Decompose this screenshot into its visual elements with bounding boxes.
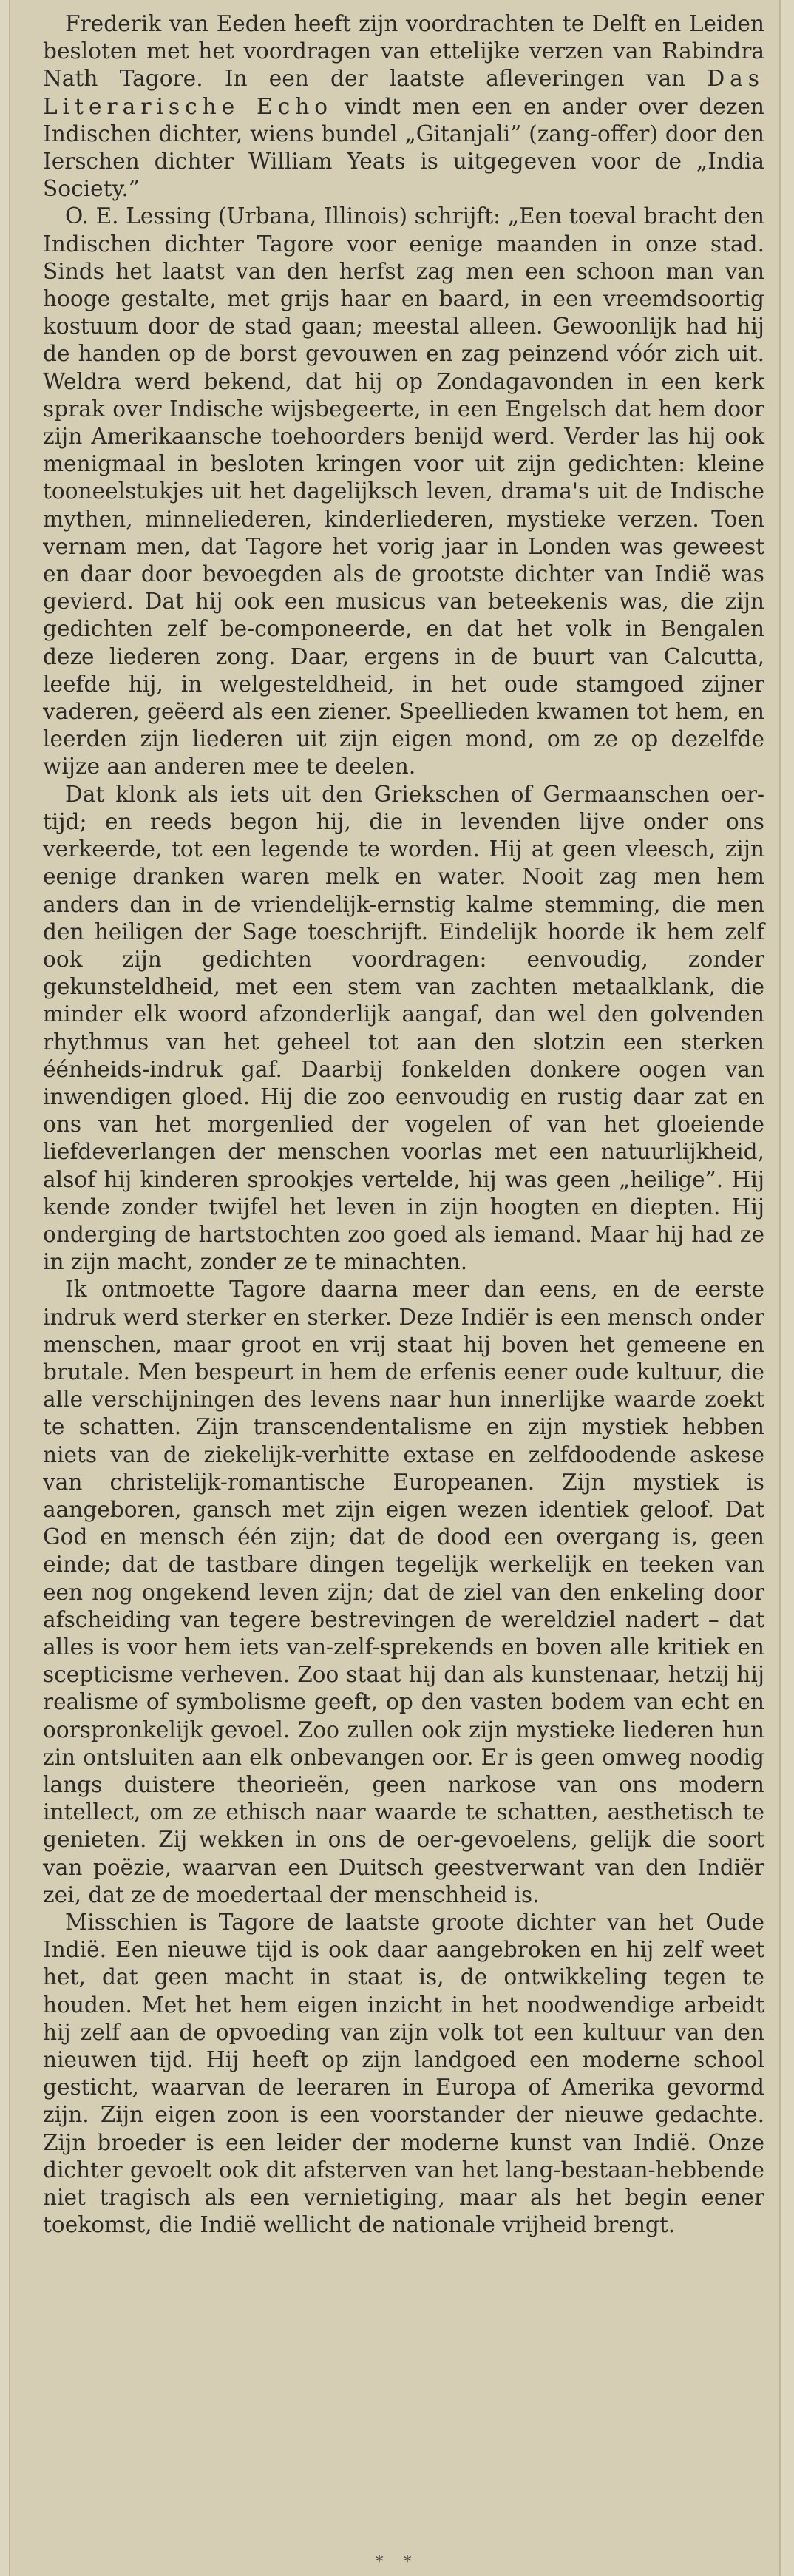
end-mark: * *	[375, 2553, 419, 2572]
paragraph-5: Misschien is Tagore de laatste groote dichter van het Oude Indië. Een nieuwe tijd is ook daar aangebroken en hij zelf weet het, dat geen macht in staat is, de ontwikkeling tegen te houden. Met het hem eigen inzicht in het noodwendige arbeidt hij zelf aan de opvoeding van zijn volk tot een kultuur van den nieuwen tijd. Hij heeft op zijn landgoed een moderne school gesticht, waarvan de leeraren in Europa of Amerika gevormd zijn. Zijn eigen zoon is een voorstander der nieuwe gedachte. Zijn broeder is een leider der moderne kunst van Indië. Onze dichter gevoelt ook dit afsterven van het lang-bestaan-hebbende niet tragisch als een vernietiging, maar als het begin eener toekomst, die Indië wellicht de nationale vrijheid brengt.	[43, 1910, 764, 2238]
paragraph-1	[43, 10, 764, 203]
paragraph-4: Ik ontmoette Tagore daarna meer dan eens, en de eerste indruk werd sterker en sterker. Deze Indiër is een mensch onder menschen, maar groot en vrij staat hij boven het gemeene en brutale. Men bespeurt in hem de erfenis eener oude kultuur, die alle verschijningen des levens naar hun innerlijke waarde zoekt te schatten. Zijn transcendentalisme en zijn mystiek hebben niets van de ziekelijk-verhitte extase en zelfdoodende askese van christelijk-romantische Europeanen. Zijn mystiek is aangeboren, gansch met zijn eigen wezen identiek geloof. Dat God en mensch één zijn; dat de dood een overgang is, geen einde; dat de tastbare dingen tegelijk werkelijk en teeken van een nog ongekend leven zijn; dat de ziel van den enkeling door afscheiding van tegere bestrevingen de wereldziel nadert – dat alles is voor hem iets van-zelf-sprekends en boven alle kritiek en scepticisme verheven. Zoo staat hij dan als kunstenaar, hetzij hij realisme of symbolisme geeft, op den vasten bodem van echt en oorspronkelijk gevoel. Zoo zullen ook zijn mystieke liederen hun zin ontsluiten aan elk onbevangen oor. Er is geen omweg noodig langs duistere theorieën, geen narkose van ons modern intellect, om ze ethisch naar waarde te schatten, aesthetisch te genieten. Zij wekken in ons de oer-gevoelens, gelijk die soort van poëzie, waarvan een Duitsch geestverwant van den Indiër zei, dat ze de moedertaal der menschheid is.	[43, 1277, 764, 1907]
newspaper-clipping	[9, 0, 781, 2576]
paragraph-1-intro: Frederik van Eeden heeft zijn voordrachten te Delft en Leiden besloten met het voordragen van ettelijke verzen van Rabindra Nath Tagore. In een der laatste afleveringen van	[43, 11, 764, 92]
magazine-title: Das Literarische Echo	[43, 66, 764, 119]
paragraph-2: O. E. Lessing (Urbana, Illinois) schrijft: „Een toeval bracht den Indischen dichter Tagore voor eenige maanden in onze stad. Sinds het laatst van den herfst zag men een schoon man van hooge gestalte, met grijs haar en baard, in een vreemdsoortig kostuum door de stad gaan; meestal alleen. Gewoonlijk had hij de handen op de borst gevouwen en zag peinzend vóór zich uit. Weldra werd bekend, dat hij op Zondagavonden in een kerk sprak over Indische wijsbegeerte, in een Engelsch dat hem door zijn Amerikaansche toehoorders benijd werd. Verder las hij ook menigmaal in besloten kringen voor uit zijn gedichten: kleine tooneelstukjes uit het dagelijksch leven, drama's uit de Indische mythen, minneliederen, kinderliederen, mystieke verzen. Toen vernam men, dat Tagore het vorig jaar in Londen was geweest en daar door bevoegden als de grootste dichter van Indië was gevierd. Dat hij ook een musicus van beteekenis was, die zijn gedichten zelf be-componeerde, en dat het volk in Bengalen deze liederen zong. Daar, ergens in de buurt van Calcutta, leefde hij, in welgesteldheid, in het oude stamgoed zijner vaderen, geëerd als een ziener. Speellieden kwamen tot hem, en leerden zijn liederen uit zijn eigen mond, om ze op dezelfde wijze aan anderen mee te deelen.	[43, 203, 764, 780]
paragraph-3: Dat klonk als iets uit den Griekschen of Germaanschen oer-tijd; en reeds begon hij, die in levenden lijve onder ons verkeerde, tot een legende te worden. Hij at geen vleesch, zijn eenige dranken waren melk en water. Nooit zag men hem anders dan in de vriendelijk-ernstig kalme stemming, die men den heiligen der Sage toeschrijft. Eindelijk hoorde ik hem zelf ook zijn gedichten voordragen: eenvoudig, zonder gekunsteldheid, met een stem van zachten metaalklank, die minder elk woord afzonderlijk aangaf, dan wel den golvenden rhythmus van het geheel tot aan den slotzin een sterken éénheids-indruk gaf. Daarbij fonkelden donkere oogen van inwendigen gloed. Hij die zoo eenvoudig en rustig daar zat en ons van het morgenlied der vogelen of van het gloeiende liefdeverlangen der menschen voorlas met een natuurlijkheid, alsof hij kinderen sprookjes vertelde, hij was geen „heilige”. Hij kende zonder twijfel het leven in zijn hoogten en diepten. Hij onderging de hartstochten zoo goed als iemand. Maar hij had ze in zijn macht, zonder ze te minachten.	[43, 781, 764, 1275]
article-body	[43, 10, 764, 2239]
paragraph-1-rest: vindt men een en ander over dezen Indischen dichter, wiens bundel „Gitanjali” (zang-offer) door den Ierschen dichter William Yeats is uitgegeven voor de „India Society.”	[43, 93, 764, 202]
